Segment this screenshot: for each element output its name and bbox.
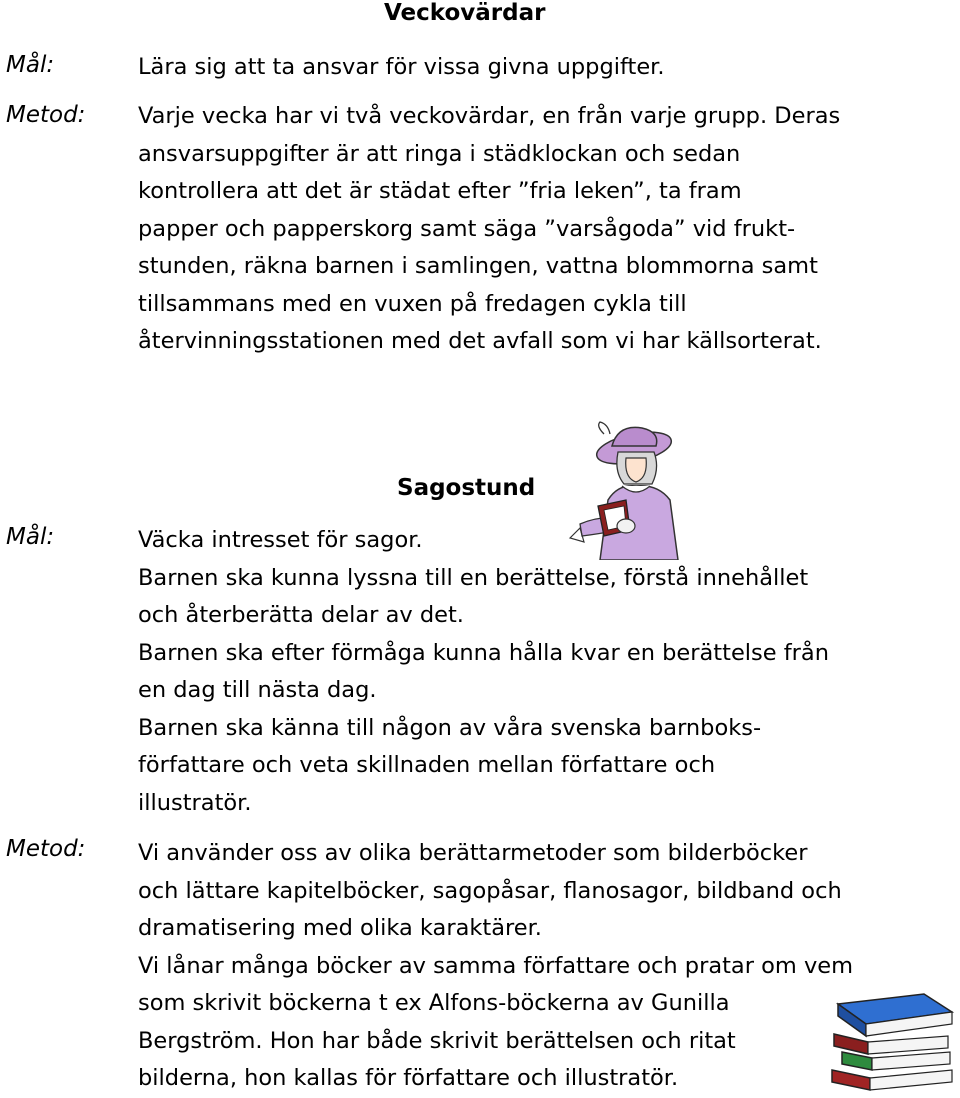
veckovardar-mal-label: Mål: [6, 52, 55, 78]
text-line: Väcka intresset för sagor. [138, 527, 423, 553]
sagostund-title: Sagostund [397, 475, 536, 501]
text-line: ansvarsuppgifter är att ringa i städklockan och sedan [138, 140, 741, 167]
text-line: kontrollera att det är städat efter ”fria leken”, ta fram [138, 178, 742, 204]
text-line: Barnen ska kunna lyssna till en berättelse, förstå innehållet [138, 564, 809, 591]
text-line: bilderna, hon kallas för författare och illustratör. [138, 1065, 679, 1091]
text-line: tillsammans med en vuxen på fredagen cykla till [138, 290, 687, 317]
text-line: Barnen ska känna till någon av våra svenska barnboks- [138, 714, 762, 741]
text-line: Lära sig att ta ansvar för vissa givna uppgifter. [138, 54, 665, 80]
veckovardar-metod-label: Metod: [6, 102, 86, 128]
sagostund-metod-text [138, 835, 853, 1098]
text-line: papper och papperskorg samt säga ”varsågoda” vid frukt- [138, 215, 796, 242]
sagostund-metod-label: Metod: [6, 836, 86, 862]
veckovardar-title: Veckovärdar [384, 0, 546, 26]
veckovardar-metod-text [138, 98, 840, 361]
stack-of-books-icon [828, 990, 956, 1092]
text-line: och lättare kapitelböcker, sagopåsar, flanosagor, bildband och [138, 877, 842, 904]
text-line: stunden, räkna barnen i samlingen, vattna blommorna samt [138, 253, 818, 279]
text-line: Barnen ska efter förmåga kunna hålla kvar en berättelse från [138, 639, 829, 666]
text-line: författare och veta skillnaden mellan författare och [138, 752, 716, 778]
text-line: återvinningsstationen med det avfall som vi har källsorterat. [138, 328, 822, 354]
text-line: och återberätta delar av det. [138, 602, 464, 628]
text-line: illustratör. [138, 789, 252, 816]
veckovardar-mal-text [138, 49, 665, 87]
text-line: Varje vecka har vi två veckovärdar, en från varje grupp. Deras [138, 103, 841, 129]
text-line: Vi lånar många böcker av samma författare och pratar om vem [138, 952, 854, 979]
text-line: en dag till nästa dag. [138, 677, 377, 703]
sagostund-mal-text [138, 522, 829, 822]
sagostund-mal-label: Mål: [6, 524, 55, 550]
text-line: Bergström. Hon har både skrivit berättelsen och ritat [138, 1027, 736, 1054]
text-line: Vi använder oss av olika berättarmetoder som bilderböcker [138, 840, 808, 866]
text-line: som skrivit böckerna t ex Alfons-böckerna av Gunilla [138, 990, 730, 1016]
text-line: dramatisering med olika karaktärer. [138, 915, 542, 941]
